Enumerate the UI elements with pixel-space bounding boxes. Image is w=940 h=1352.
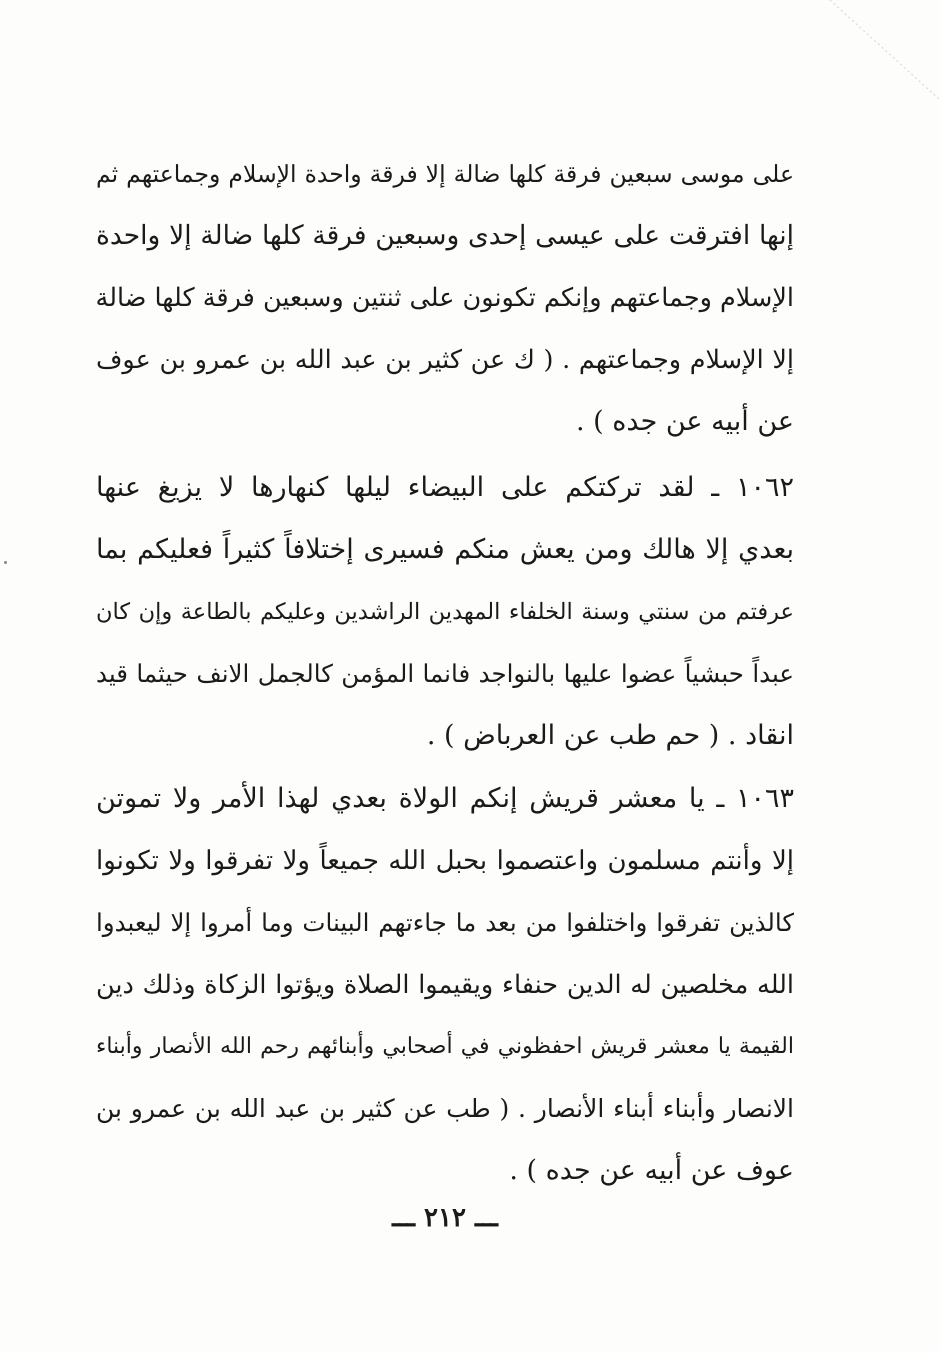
text-line: ١٠٦٢ ـ لقد تركتكم على البيضاء ليلها كنهارها لا يزيغ عنها xyxy=(96,472,794,503)
text-line: عوف عن أبيه عن جده ) . xyxy=(509,1155,794,1186)
text-line: على موسى سبعين فرقة كلها ضالة إلا فرقة واحدة الإسلام وجماعتهم ثم xyxy=(96,160,794,188)
text-line: إلا وأنتم مسلمون واعتصموا بحبل الله جميعاً ولا تفرقوا ولا تكونوا xyxy=(96,846,794,876)
text-line: الله مخلصين له الدين حنفاء ويقيموا الصلاة ويؤتوا الزكاة وذلك دين xyxy=(96,970,794,1000)
text-line: عبداً حبشياً عضوا عليها بالنواجد فانما المؤمن كالجمل الانف حيثما قيد xyxy=(96,659,794,688)
page-number: ـــ ٢١٢ ـــ xyxy=(392,1203,498,1233)
text-line: عن أبيه عن جده ) . xyxy=(575,406,794,437)
hadith-1063 xyxy=(96,768,794,1202)
text-line: إلا الإسلام وجماعتهم . ( ك عن كثير بن عبد الله بن عمرو بن عوف xyxy=(96,345,794,375)
text-line: القيمة يا معشر قريش احفظوني في أصحابي وأبنائهم رحم الله الأنصار وأبناء xyxy=(96,1034,794,1059)
text-line: كالذين تفرقوا واختلفوا من بعد ما جاءتهم البينات وما أمروا إلا ليعبدوا xyxy=(96,908,794,937)
scan-edge-mark xyxy=(780,0,940,120)
hadith-1062 xyxy=(96,457,794,767)
text-line: الإسلام وجماعتهم وإنكم تكونون على ثنتين وسبعين فرقة كلها ضالة xyxy=(96,283,794,313)
text-line: عرفتم من سنتي وسنة الخلفاء المهدين الراشدين وعليكم بالطاعة وإن كان xyxy=(96,599,794,625)
text-line: بعدي إلا هالك ومن يعش منكم فسيرى إختلافاً كثيراً فعليكم بما xyxy=(96,534,794,565)
text-line: ١٠٦٣ ـ يا معشر قريش إنكم الولاة بعدي لهذا الأمر ولا تموتن xyxy=(96,783,794,814)
text-line: انقاد . ( حم طب عن العرباض ) . xyxy=(426,720,794,751)
paragraph-continuation xyxy=(96,143,794,453)
text-line: إنها افترقت على عيسى إحدى وسبعين فرقة كلها ضالة إلا واحدة xyxy=(96,220,794,251)
scan-speck xyxy=(4,561,7,564)
text-line: الانصار وأبناء أبناء الأنصار . ( طب عن كثير بن عبد الله بن عمرو بن xyxy=(96,1094,794,1123)
